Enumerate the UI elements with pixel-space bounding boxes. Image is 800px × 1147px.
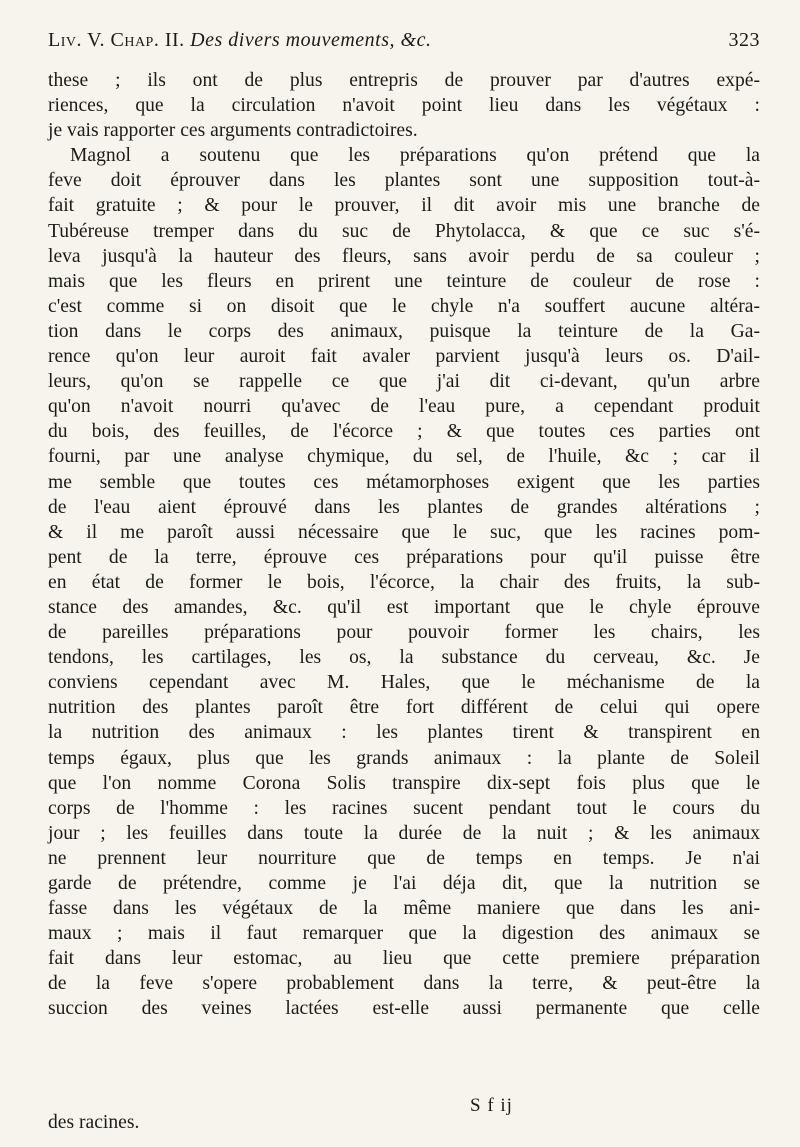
signature-mark: S f ij <box>470 1095 513 1116</box>
text-line: tion dans le corps des animaux, puisque la teinture de la Ga- <box>48 320 760 342</box>
text-line: leurs, qu'on se rappelle ce que j'ai dit ci-devant, qu'un arbre <box>48 371 760 393</box>
text-line: stance des amandes, &c. qu'il est important que le chyle éprouve <box>48 596 760 618</box>
text-line: Magnol a soutenu que les préparations qu'on prétend que la <box>70 145 760 167</box>
text-line: riences, que la circulation n'avoit point lieu dans les végétaux : <box>48 95 760 117</box>
text-line: en état de former le bois, l'écorce, la chair des fruits, la sub- <box>48 571 760 593</box>
text-line: garde de prétendre, comme je l'ai déja dit, que la nutrition se <box>48 873 760 894</box>
text-line: corps de l'homme : les racines sucent pendant tout le cours du <box>48 797 760 819</box>
text-line: temps égaux, plus que les grands animaux : la plante de Soleil <box>48 747 760 769</box>
text-line: leva jusqu'à la hauteur des fleurs, sans avoir perdu de sa couleur ; <box>48 245 760 267</box>
page-number: 323 <box>728 29 760 51</box>
text-line: jour ; les feuilles dans toute la durée de la nuit ; & les animaux <box>48 822 760 844</box>
text-line: rence qu'on leur auroit fait avaler parvient jusqu'à leurs os. D'ail- <box>48 346 760 368</box>
running-head <box>48 22 760 58</box>
text-line: de la feve s'opere probablement dans la terre, & peut-être la <box>48 973 760 995</box>
text-line: & il me paroît aussi nécessaire que le suc, que les racines pom- <box>48 521 760 543</box>
text-line: fasse dans les végétaux de la même maniere que dans les ani- <box>48 898 760 920</box>
final-text-line: des racines. <box>48 1112 140 1133</box>
text-line: pent de la terre, éprouve ces préparations pour qu'il puisse être <box>48 546 760 568</box>
text-line: maux ; mais il faut remarquer que la digestion des animaux se <box>48 923 760 945</box>
text-line: tendons, les cartilages, les os, la substance du cerveau, &c. Je <box>48 647 760 669</box>
text-line: ne prennent leur nourriture que de temps en temps. Je n'ai <box>48 847 760 869</box>
text-line: nutrition des plantes paroît être fort différent de celui qui opere <box>48 697 760 719</box>
text-line: conviens cependant avec M. Hales, que le méchanisme de la <box>48 672 760 694</box>
text-line: que l'on nomme Corona Solis transpire dix-sept fois plus que le <box>48 772 760 794</box>
text-line: mais que les fleurs en prirent une teinture de couleur de rose : <box>48 270 760 292</box>
text-line: these ; ils ont de plus entrepris de prouver par d'autres expé- <box>48 70 760 91</box>
text-line: fourni, par une analyse chymique, du sel, de l'huile, &c ; car il <box>48 446 760 468</box>
text-line: Tubéreuse tremper dans du suc de Phytolacca, & que ce suc s'é- <box>48 220 760 242</box>
text-line: de pareilles préparations pour pouvoir former les chairs, les <box>48 622 760 644</box>
book-chapter: Liv. V. Chap. II. <box>48 29 185 51</box>
text-line: je vais rapporter ces arguments contradictoires. <box>48 120 418 142</box>
running-head-left <box>48 22 431 58</box>
text-line: qu'on n'avoit nourri qu'avec de l'eau pure, a cependant produit <box>48 396 760 418</box>
text-line: c'est comme si on disoit que le chyle n'a souffert aucune altéra- <box>48 295 760 317</box>
text-line: fait gratuite ; & pour le prouver, il dit avoir mis une branche de <box>48 195 760 217</box>
page <box>48 22 760 1022</box>
running-title: Des divers mouvements, &c. <box>190 29 432 51</box>
body-text <box>48 68 760 1022</box>
text-line: du bois, des feuilles, de l'écorce ; & que toutes ces parties ont <box>48 421 760 443</box>
text-line: succion des veines lactées est-elle aussi permanente que celle <box>48 998 760 1020</box>
text-line: feve doit éprouver dans les plantes sont une supposition tout-à- <box>48 170 760 192</box>
text-line: de l'eau aient éprouvé dans les plantes de grandes altérations ; <box>48 496 760 518</box>
text-line: la nutrition des animaux : les plantes tirent & transpirent en <box>48 722 760 744</box>
text-line: fait dans leur estomac, au lieu que cette premiere préparation <box>48 948 760 970</box>
text-line: me semble que toutes ces métamorphoses exigent que les parties <box>48 471 760 493</box>
